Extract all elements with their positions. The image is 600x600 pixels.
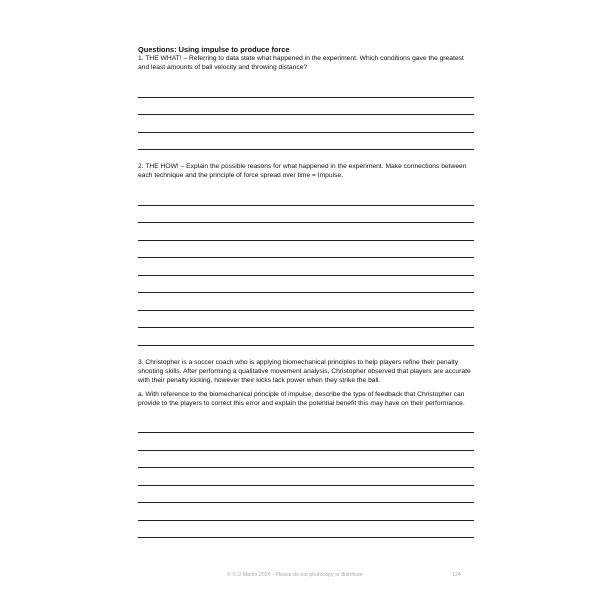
question-3 xyxy=(138,358,474,539)
question-2 xyxy=(138,162,474,346)
question-3-text: 3. Christopher is a soccer coach who is applying biomechanical principles to help players refine their penalty shooting skills. After performing a qualitative movement analysis, Christopher observed that players are accurate with their penalty kicking, however their kicks lack power when they strike the ball. xyxy=(138,358,471,384)
answer-lines-q3 xyxy=(138,416,474,539)
answer-lines-q1 xyxy=(138,80,474,150)
section-heading: Questions: Using impulse to produce force xyxy=(138,45,290,54)
answer-line xyxy=(138,133,474,151)
answer-line xyxy=(138,188,474,206)
answer-line xyxy=(138,503,474,521)
question-2-text: 2. THE HOW! – Explain the possible reasons for what happened in the experiment. Make connections between each technique and the principle of force spread over time = Impulse. xyxy=(138,163,467,179)
question-1 xyxy=(138,54,474,150)
answer-line xyxy=(138,241,474,259)
answer-line xyxy=(138,293,474,311)
answer-line xyxy=(138,328,474,346)
answer-line xyxy=(138,276,474,294)
answer-line xyxy=(138,468,474,486)
answer-line xyxy=(138,80,474,98)
answer-line xyxy=(138,486,474,504)
answer-line xyxy=(138,115,474,133)
answer-line xyxy=(138,433,474,451)
copyright-notice: © S D Martin 2026 - Please do not photocopy or distribute xyxy=(227,572,363,578)
answer-line xyxy=(138,311,474,329)
answer-line xyxy=(138,451,474,469)
answer-line xyxy=(138,258,474,276)
answer-line xyxy=(138,98,474,116)
answer-line xyxy=(138,521,474,539)
answer-line xyxy=(138,223,474,241)
worksheet-content xyxy=(138,45,474,550)
page-number: 124 xyxy=(452,572,461,578)
answer-lines-q2 xyxy=(138,188,474,346)
answer-line xyxy=(138,206,474,224)
question-3a-text: a. With reference to the biomechanical principle of impulse, describe the type of feedback that Christopher can provide to the players to correct this error and explain the potential benefit this may have on their performance. xyxy=(138,390,465,407)
answer-line xyxy=(138,416,474,434)
question-1-text: 1. THE WHAT! – Referring to data state what happened in the experiment. Which conditions gave the greatest and least amounts of ball velocity and throwing distance? xyxy=(138,55,464,71)
